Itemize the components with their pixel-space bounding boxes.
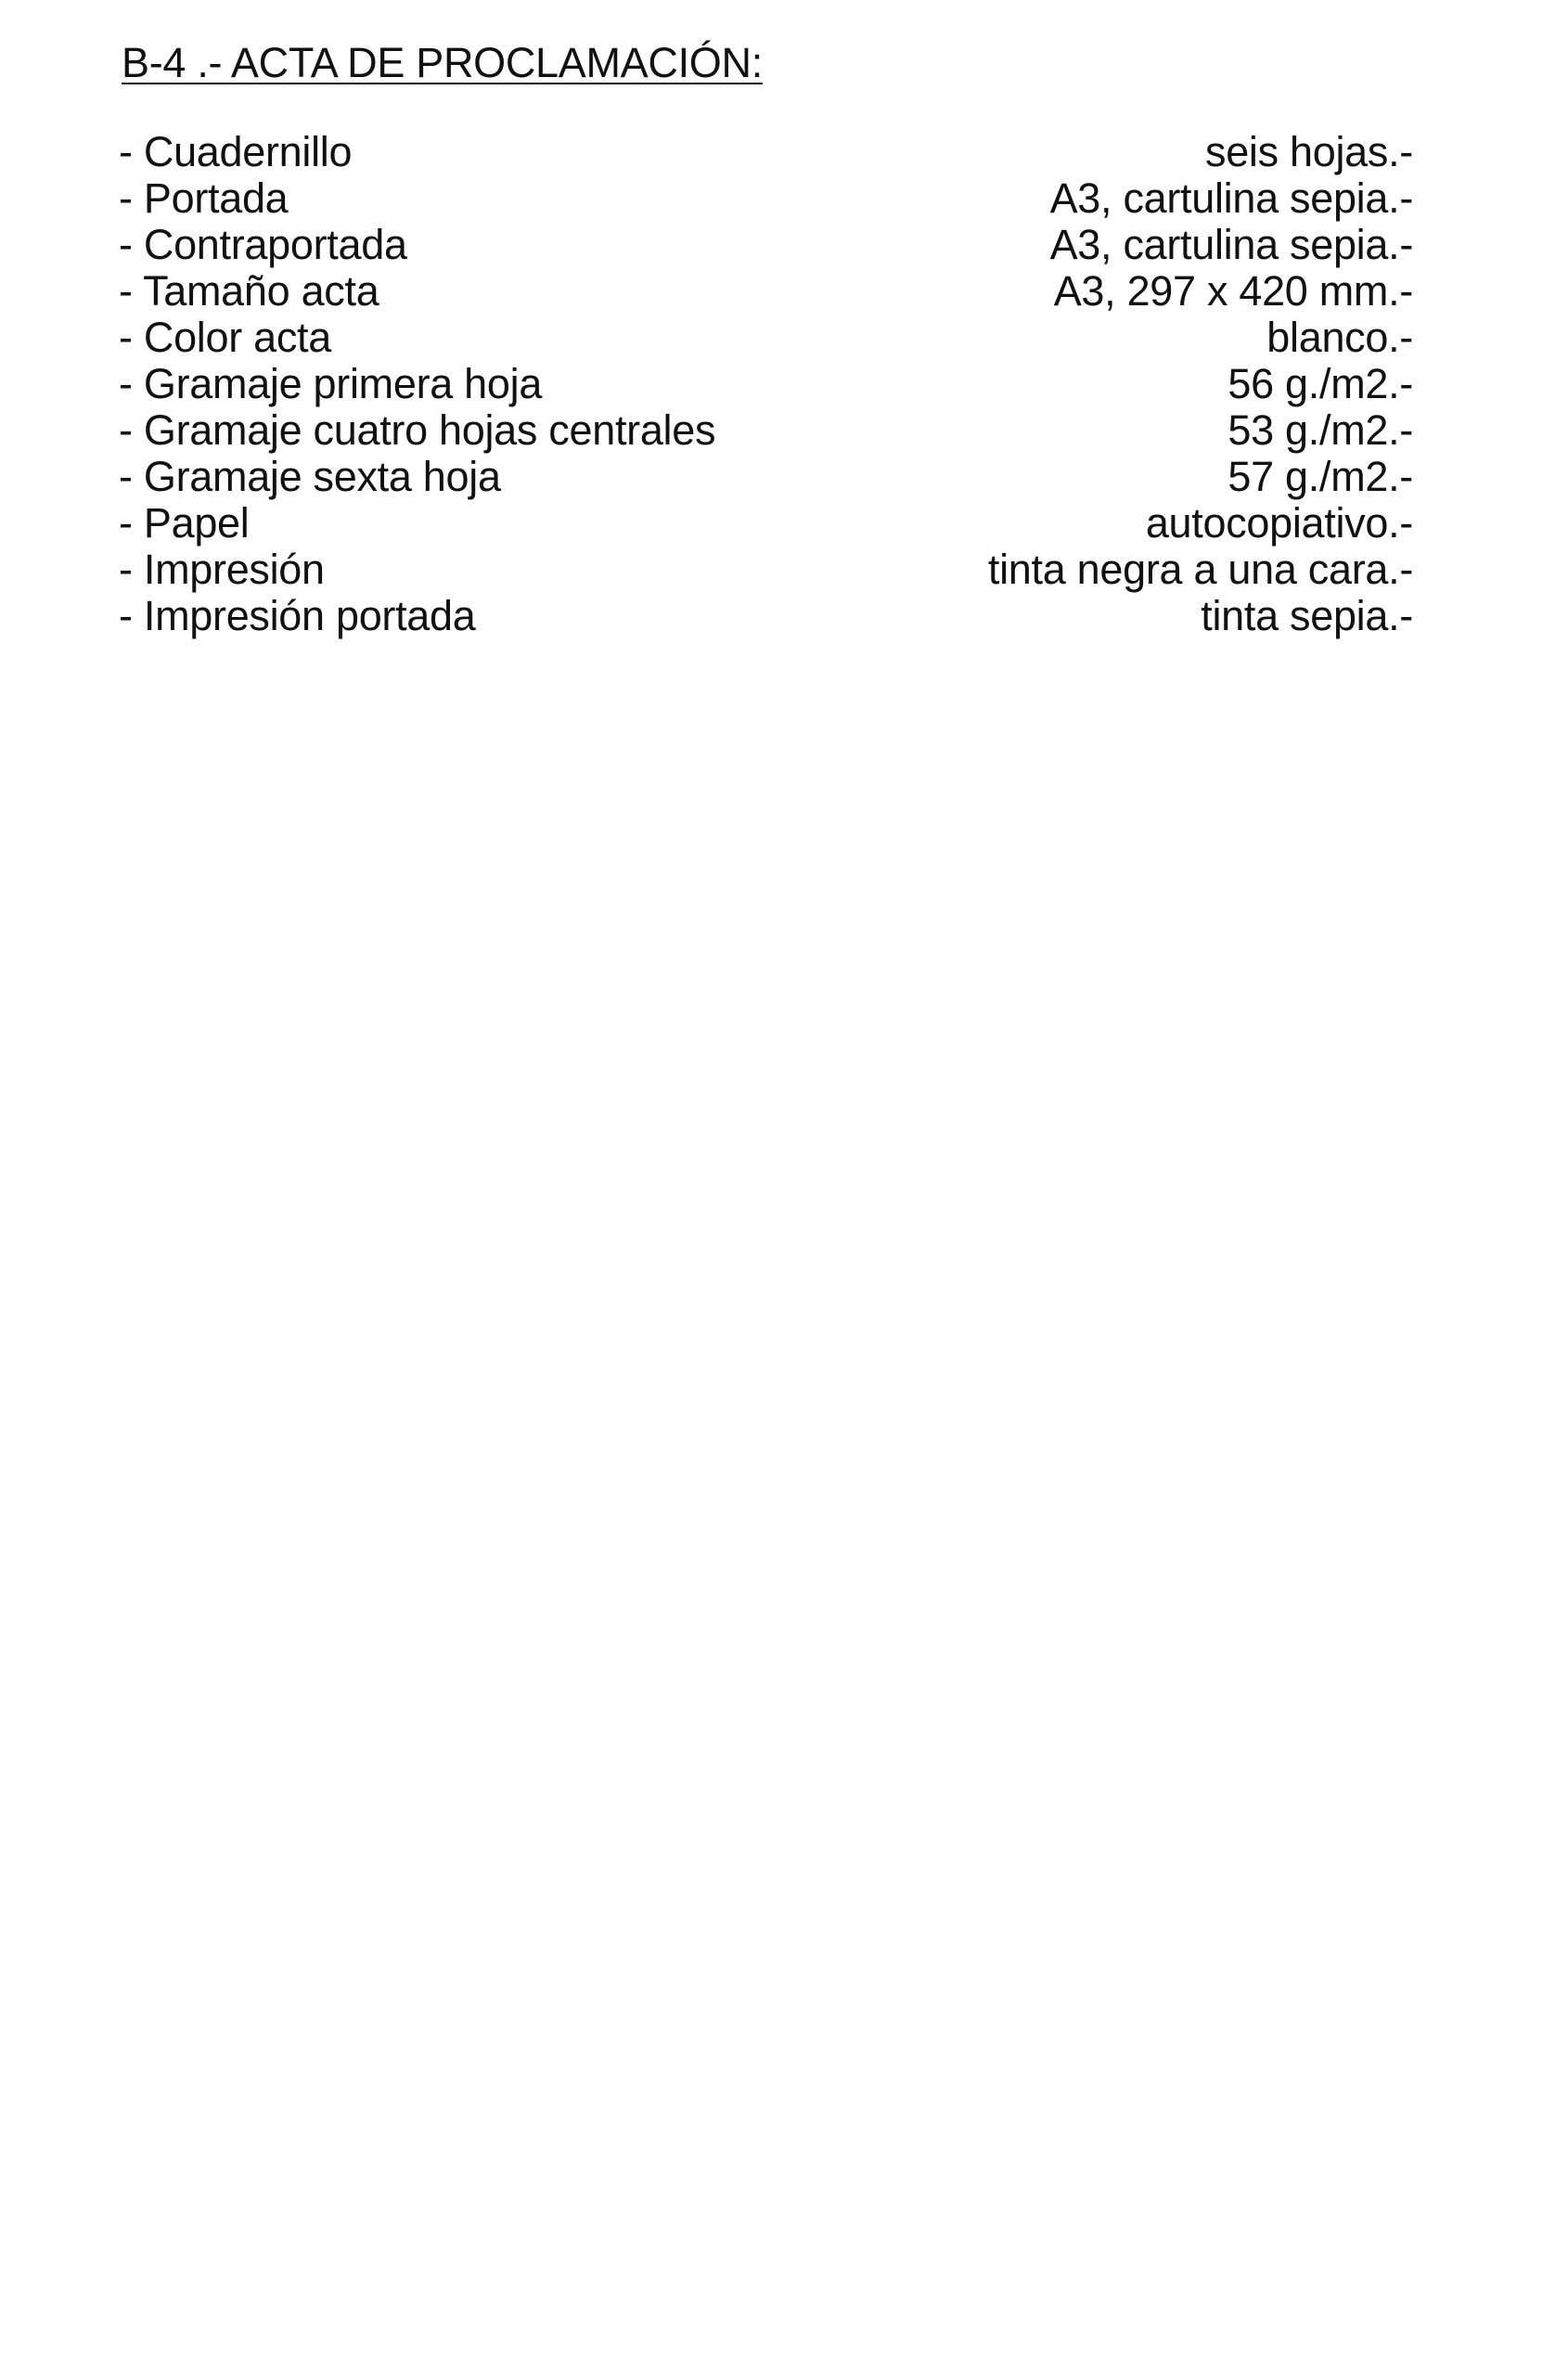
spec-value: A3, 297 x 420 mm.-: [1053, 267, 1413, 315]
spec-label: - Gramaje cuatro hojas centrales: [119, 406, 716, 454]
spec-row-impresion: [119, 547, 1413, 593]
spec-label: - Tamaño acta: [119, 267, 379, 315]
spec-label: - Color acta: [119, 314, 331, 361]
spec-row-contraportada: [119, 222, 1413, 268]
spec-row-gramaje-sexta-hoja: [119, 454, 1413, 500]
spec-value: 53 g./m2.-: [1227, 406, 1413, 454]
spec-value: A3, cartulina sepia.-: [1049, 221, 1413, 268]
spec-value: tinta sepia.-: [1201, 592, 1413, 639]
spec-value: seis hojas.-: [1205, 128, 1413, 175]
spec-value: A3, cartulina sepia.-: [1049, 174, 1413, 222]
spec-label: - Impresión: [119, 546, 325, 593]
spec-value: tinta negra a una cara.-: [987, 546, 1413, 593]
spec-row-portada: [119, 175, 1413, 222]
spec-row-impresion-portada: [119, 593, 1413, 639]
spec-row-cuadernillo: [119, 129, 1413, 175]
section-title: B-4 .- ACTA DE PROCLAMACIÓN:: [122, 39, 763, 86]
spec-value: autocopiativo.-: [1145, 499, 1413, 547]
spec-row-color-acta: [119, 315, 1413, 361]
spec-label: - Cuadernillo: [119, 128, 353, 175]
spec-label: - Papel: [119, 499, 250, 547]
spec-value: 56 g./m2.-: [1227, 360, 1413, 407]
spec-row-tamano-acta: [119, 268, 1413, 315]
spec-value: blanco.-: [1266, 314, 1413, 361]
spec-list: [119, 129, 1413, 639]
spec-row-papel: [119, 500, 1413, 547]
spec-label: - Portada: [119, 174, 289, 222]
spec-value: 57 g./m2.-: [1227, 453, 1413, 500]
spec-label: - Contraportada: [119, 221, 407, 268]
spec-row-gramaje-primera-hoja: [119, 361, 1413, 407]
spec-row-gramaje-hojas-centrales: [119, 407, 1413, 454]
spec-label: - Gramaje primera hoja: [119, 360, 543, 407]
spec-label: - Gramaje sexta hoja: [119, 453, 501, 500]
spec-label: - Impresión portada: [119, 592, 476, 639]
